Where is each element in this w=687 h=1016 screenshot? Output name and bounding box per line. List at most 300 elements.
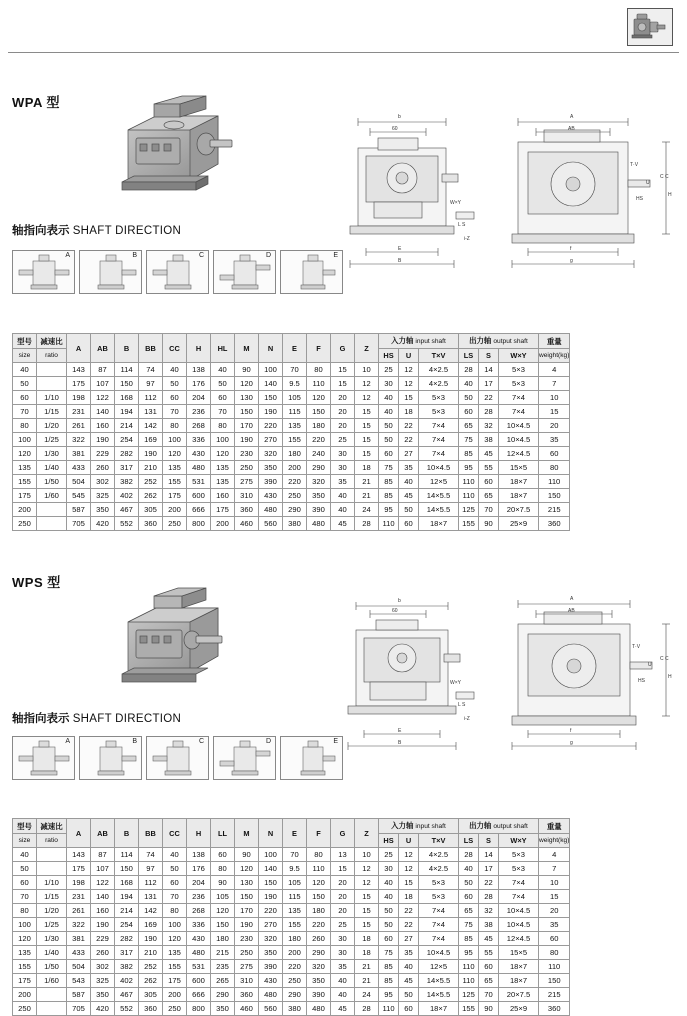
cell-z: 28 (355, 1002, 379, 1016)
cell-b: 402 (115, 974, 139, 988)
cell-ab: 160 (91, 904, 115, 918)
cell-output-wxy: 10×4.5 (499, 419, 539, 433)
cell-a: 322 (67, 918, 91, 932)
table-row (13, 363, 570, 377)
svg-text:U: U (648, 662, 652, 668)
cell-ab: 107 (91, 862, 115, 876)
cell-input-hs: 25 (379, 848, 399, 862)
cell-input-txv: 7×4 (419, 433, 459, 447)
cell-size: 60 (13, 876, 37, 890)
cell-ab: 122 (91, 876, 115, 890)
cell-ratio: 1/15 (37, 405, 67, 419)
cell-f: 480 (307, 1002, 331, 1016)
cell-input-u: 40 (399, 475, 419, 489)
cell-weight: 15 (539, 890, 570, 904)
svg-text:H: H (668, 674, 672, 680)
cell-n: 320 (259, 932, 283, 946)
cell-input-u: 35 (399, 946, 419, 960)
cell-b: 402 (115, 489, 139, 503)
table-row (13, 419, 570, 433)
col-group-output-shaft: 出力轴 output shaft (459, 334, 539, 349)
cell-output-ls: 85 (459, 932, 479, 946)
cell-cc: 70 (163, 890, 187, 904)
cell-n: 190 (259, 405, 283, 419)
svg-text:HS: HS (636, 196, 643, 202)
cell-size: 175 (13, 489, 37, 503)
cell-b: 552 (115, 517, 139, 531)
col-header-f: F (307, 334, 331, 363)
wpa-shaft-direction-en: SHAFT DIRECTION (72, 225, 182, 237)
cell-h: 268 (187, 904, 211, 918)
wpa-spec-table (12, 333, 570, 531)
cell-a: 587 (67, 988, 91, 1002)
cell-ll: 180 (211, 932, 235, 946)
cell-input-u: 22 (399, 433, 419, 447)
cell-output-s: 45 (479, 932, 499, 946)
cell-g: 25 (331, 433, 355, 447)
cell-size: 120 (13, 447, 37, 461)
cell-input-hs: 25 (379, 363, 399, 377)
cell-input-u: 60 (399, 1002, 419, 1016)
cell-z: 15 (355, 405, 379, 419)
cell-input-hs: 30 (379, 377, 399, 391)
cell-output-ls: 40 (459, 377, 479, 391)
cell-h: 236 (187, 405, 211, 419)
cell-n: 270 (259, 918, 283, 932)
cell-g: 15 (331, 363, 355, 377)
cell-cc: 50 (163, 862, 187, 876)
cell-ratio: 1/60 (37, 974, 67, 988)
cell-g: 30 (331, 447, 355, 461)
col-header-size-en: size (13, 349, 37, 363)
cell-n: 350 (259, 461, 283, 475)
cell-h: 480 (187, 946, 211, 960)
cell-e: 380 (283, 517, 307, 531)
cell-m: 250 (235, 946, 259, 960)
cell-input-u: 27 (399, 932, 419, 946)
cell-m: 170 (235, 419, 259, 433)
cell-output-s: 55 (479, 946, 499, 960)
cell-output-s: 32 (479, 904, 499, 918)
table-row (13, 974, 570, 988)
cell-z: 12 (355, 862, 379, 876)
shaft-direction-cell-b (79, 736, 142, 780)
cell-size: 40 (13, 363, 37, 377)
cell-h: 176 (187, 862, 211, 876)
cell-output-wxy: 15×5 (499, 461, 539, 475)
cell-ll: 235 (211, 960, 235, 974)
cell-input-txv: 10×4.5 (419, 946, 459, 960)
shaft-cell-letter: D (265, 738, 271, 745)
cell-input-u: 27 (399, 447, 419, 461)
cell-output-s: 14 (479, 363, 499, 377)
svg-text:H: H (668, 192, 672, 198)
cell-ab: 160 (91, 419, 115, 433)
cell-weight: 7 (539, 377, 570, 391)
table-row (13, 848, 570, 862)
cell-ab: 302 (91, 960, 115, 974)
cell-cc: 135 (163, 461, 187, 475)
cell-hl: 135 (211, 475, 235, 489)
cell-h: 236 (187, 890, 211, 904)
cell-n: 190 (259, 890, 283, 904)
cell-bb: 262 (139, 974, 163, 988)
cell-a: 175 (67, 377, 91, 391)
cell-weight: 10 (539, 391, 570, 405)
cell-ll: 60 (211, 848, 235, 862)
cell-ll: 90 (211, 876, 235, 890)
cell-a: 231 (67, 405, 91, 419)
cell-ab: 420 (91, 517, 115, 531)
cell-z: 24 (355, 503, 379, 517)
cell-hl: 70 (211, 405, 235, 419)
cell-b: 214 (115, 419, 139, 433)
col-header-hl: HL (211, 334, 235, 363)
cell-size: 200 (13, 988, 37, 1002)
cell-bb: 252 (139, 475, 163, 489)
cell-a: 231 (67, 890, 91, 904)
col-header-m: M (235, 819, 259, 848)
cell-input-u: 12 (399, 862, 419, 876)
cell-output-wxy: 15×5 (499, 946, 539, 960)
cell-b: 114 (115, 363, 139, 377)
table-row (13, 904, 570, 918)
cell-input-hs: 50 (379, 918, 399, 932)
cell-output-s: 90 (479, 517, 499, 531)
cell-input-txv: 4×2.5 (419, 862, 459, 876)
cell-z: 15 (355, 419, 379, 433)
cell-size: 120 (13, 932, 37, 946)
cell-a: 705 (67, 517, 91, 531)
cell-z: 18 (355, 461, 379, 475)
cell-hl: 200 (211, 517, 235, 531)
cell-weight: 110 (539, 475, 570, 489)
cell-g: 15 (331, 377, 355, 391)
cell-output-wxy: 7×4 (499, 405, 539, 419)
cell-m: 170 (235, 904, 259, 918)
cell-f: 260 (307, 932, 331, 946)
cell-weight: 4 (539, 848, 570, 862)
cell-weight: 20 (539, 419, 570, 433)
cell-n: 220 (259, 904, 283, 918)
col-header-hs: HS (379, 834, 399, 848)
shaft-cell-letter: E (333, 252, 338, 259)
cell-z: 24 (355, 988, 379, 1002)
cell-bb: 142 (139, 904, 163, 918)
cell-m: 150 (235, 405, 259, 419)
cell-b: 168 (115, 391, 139, 405)
cell-f: 320 (307, 960, 331, 974)
cell-n: 560 (259, 1002, 283, 1016)
cell-output-s: 65 (479, 974, 499, 988)
cell-ab: 302 (91, 475, 115, 489)
cell-size: 80 (13, 419, 37, 433)
cell-m: 360 (235, 503, 259, 517)
cell-f: 350 (307, 489, 331, 503)
svg-text:g: g (570, 740, 573, 746)
wpa-dimension-drawings (330, 100, 675, 300)
cell-e: 290 (283, 503, 307, 517)
shaft-direction-cell-a (12, 250, 75, 294)
cell-m: 230 (235, 447, 259, 461)
cell-e: 135 (283, 904, 307, 918)
col-header-txv: T×V (419, 834, 459, 848)
table-row (13, 391, 570, 405)
cell-e: 105 (283, 876, 307, 890)
svg-text:AB: AB (568, 126, 575, 132)
cell-a: 381 (67, 932, 91, 946)
cell-hl: 40 (211, 363, 235, 377)
cell-weight: 20 (539, 904, 570, 918)
cell-cc: 80 (163, 419, 187, 433)
cell-input-u: 50 (399, 988, 419, 1002)
cell-output-wxy: 5×3 (499, 377, 539, 391)
cell-size: 100 (13, 433, 37, 447)
cell-z: 21 (355, 960, 379, 974)
cell-size: 70 (13, 405, 37, 419)
cell-hl: 120 (211, 447, 235, 461)
table-row (13, 503, 570, 517)
cell-ratio (37, 377, 67, 391)
cell-m: 310 (235, 489, 259, 503)
cell-ratio: 1/15 (37, 890, 67, 904)
col-header-ab: AB (91, 819, 115, 848)
cell-h: 600 (187, 974, 211, 988)
cell-hl: 175 (211, 503, 235, 517)
svg-text:E: E (398, 246, 402, 252)
cell-output-s: 65 (479, 489, 499, 503)
wpa-gearbox-photo (110, 82, 240, 212)
col-header-size: 型号 (13, 334, 37, 349)
cell-input-txv: 7×4 (419, 918, 459, 932)
cell-m: 360 (235, 988, 259, 1002)
cell-n: 480 (259, 503, 283, 517)
cell-a: 381 (67, 447, 91, 461)
cell-input-hs: 50 (379, 904, 399, 918)
cell-cc: 40 (163, 848, 187, 862)
cell-e: 155 (283, 433, 307, 447)
cell-g: 35 (331, 960, 355, 974)
cell-g: 45 (331, 1002, 355, 1016)
cell-input-u: 12 (399, 848, 419, 862)
cell-h: 800 (187, 517, 211, 531)
col-header-a: A (67, 334, 91, 363)
cell-input-u: 15 (399, 391, 419, 405)
cell-n: 150 (259, 391, 283, 405)
cell-input-hs: 50 (379, 419, 399, 433)
cell-input-txv: 5×3 (419, 876, 459, 890)
cell-m: 190 (235, 918, 259, 932)
cell-output-wxy: 20×7.5 (499, 988, 539, 1002)
cell-e: 9.5 (283, 862, 307, 876)
cell-e: 200 (283, 946, 307, 960)
cell-ll: 80 (211, 862, 235, 876)
cell-a: 175 (67, 862, 91, 876)
cell-weight: 80 (539, 946, 570, 960)
cell-input-u: 35 (399, 461, 419, 475)
cell-bb: 210 (139, 946, 163, 960)
cell-a: 545 (67, 489, 91, 503)
cell-ll: 105 (211, 890, 235, 904)
cell-h: 138 (187, 848, 211, 862)
svg-text:W×Y: W×Y (450, 680, 461, 686)
cell-input-hs: 50 (379, 433, 399, 447)
cell-f: 180 (307, 904, 331, 918)
cell-output-s: 14 (479, 848, 499, 862)
cell-weight: 35 (539, 433, 570, 447)
cell-output-wxy: 7×4 (499, 876, 539, 890)
shaft-direction-cell-d (213, 250, 276, 294)
cell-input-u: 18 (399, 890, 419, 904)
cell-b: 467 (115, 503, 139, 517)
cell-ratio: 1/50 (37, 475, 67, 489)
cell-f: 80 (307, 848, 331, 862)
table-row (13, 489, 570, 503)
svg-text:HS: HS (638, 678, 645, 684)
cell-output-s: 70 (479, 988, 499, 1002)
cell-bb: 131 (139, 890, 163, 904)
cell-ratio (37, 1002, 67, 1016)
cell-z: 15 (355, 433, 379, 447)
svg-text:A: A (570, 596, 574, 602)
cell-output-wxy: 5×3 (499, 363, 539, 377)
col-header-e: E (283, 334, 307, 363)
wpa-shaft-direction-title (12, 222, 181, 238)
svg-text:T·V: T·V (630, 162, 639, 168)
cell-ab: 87 (91, 848, 115, 862)
cell-e: 220 (283, 960, 307, 974)
cell-f: 350 (307, 974, 331, 988)
cell-h: 204 (187, 876, 211, 890)
cell-input-txv: 5×3 (419, 405, 459, 419)
cell-h: 336 (187, 918, 211, 932)
cell-e: 115 (283, 405, 307, 419)
cell-n: 430 (259, 974, 283, 988)
cell-e: 115 (283, 890, 307, 904)
cell-input-txv: 7×4 (419, 419, 459, 433)
cell-a: 543 (67, 974, 91, 988)
cell-size: 50 (13, 377, 37, 391)
cell-h: 800 (187, 1002, 211, 1016)
cell-ratio: 1/40 (37, 461, 67, 475)
cell-a: 322 (67, 433, 91, 447)
cell-g: 30 (331, 946, 355, 960)
cell-output-s: 70 (479, 503, 499, 517)
cell-output-s: 22 (479, 876, 499, 890)
cell-ab: 107 (91, 377, 115, 391)
table-row (13, 918, 570, 932)
cell-e: 220 (283, 475, 307, 489)
col-header-b: B (115, 819, 139, 848)
cell-e: 70 (283, 848, 307, 862)
table-row (13, 461, 570, 475)
col-header-n: N (259, 819, 283, 848)
cell-h: 430 (187, 932, 211, 946)
cell-f: 240 (307, 447, 331, 461)
cell-m: 460 (235, 1002, 259, 1016)
cell-input-u: 22 (399, 918, 419, 932)
cell-z: 15 (355, 918, 379, 932)
cell-ratio (37, 503, 67, 517)
cell-m: 310 (235, 974, 259, 988)
table-row (13, 890, 570, 904)
cell-output-ls: 155 (459, 1002, 479, 1016)
cell-output-wxy: 12×4.5 (499, 447, 539, 461)
cell-z: 28 (355, 517, 379, 531)
cell-input-txv: 4×2.5 (419, 363, 459, 377)
cell-ratio: 1/20 (37, 419, 67, 433)
cell-ll: 350 (211, 1002, 235, 1016)
cell-g: 20 (331, 391, 355, 405)
cell-input-txv: 4×2.5 (419, 848, 459, 862)
col-header-a: A (67, 819, 91, 848)
cell-cc: 120 (163, 447, 187, 461)
col-header-f: F (307, 819, 331, 848)
shaft-direction-cell-e (280, 250, 343, 294)
cell-b: 282 (115, 932, 139, 946)
svg-text:60: 60 (392, 126, 398, 132)
cell-bb: 262 (139, 489, 163, 503)
cell-e: 180 (283, 932, 307, 946)
cell-h: 268 (187, 419, 211, 433)
col-group-output-shaft: 出力轴 output shaft (459, 819, 539, 834)
svg-text:b: b (398, 114, 401, 120)
cell-input-u: 45 (399, 974, 419, 988)
cell-input-hs: 40 (379, 391, 399, 405)
col-header-z: Z (355, 819, 379, 848)
cell-n: 560 (259, 517, 283, 531)
cell-ratio: 1/40 (37, 946, 67, 960)
cell-input-txv: 12×5 (419, 960, 459, 974)
cell-cc: 60 (163, 391, 187, 405)
cell-b: 317 (115, 946, 139, 960)
cell-weight: 360 (539, 1002, 570, 1016)
cell-ab: 122 (91, 391, 115, 405)
cell-bb: 210 (139, 461, 163, 475)
cell-n: 100 (259, 363, 283, 377)
cell-h: 430 (187, 447, 211, 461)
cell-hl: 135 (211, 461, 235, 475)
wps-shaft-direction-en: SHAFT DIRECTION (72, 713, 182, 725)
cell-h: 666 (187, 988, 211, 1002)
cell-h: 600 (187, 489, 211, 503)
col-header-hs: HS (379, 349, 399, 363)
cell-z: 12 (355, 377, 379, 391)
cell-a: 504 (67, 475, 91, 489)
cell-output-s: 28 (479, 890, 499, 904)
cell-weight: 80 (539, 461, 570, 475)
cell-ratio: 1/50 (37, 960, 67, 974)
wps-shaft-direction-cn: 轴指向表示 (12, 713, 70, 725)
table-row (13, 377, 570, 391)
cell-input-txv: 5×3 (419, 890, 459, 904)
cell-n: 140 (259, 377, 283, 391)
cell-a: 504 (67, 960, 91, 974)
col-group-input-shaft: 入力轴 input shaft (379, 819, 459, 834)
cell-output-wxy: 18×7 (499, 960, 539, 974)
cell-cc: 40 (163, 363, 187, 377)
cell-ab: 260 (91, 461, 115, 475)
cell-f: 320 (307, 475, 331, 489)
cell-m: 90 (235, 363, 259, 377)
col-header-weight-en: weight(kg) (539, 349, 570, 363)
cell-input-hs: 85 (379, 489, 399, 503)
cell-n: 390 (259, 475, 283, 489)
cell-e: 250 (283, 489, 307, 503)
col-header-weight: 重量 (539, 334, 570, 349)
cell-input-txv: 14×5.5 (419, 974, 459, 988)
cell-f: 390 (307, 503, 331, 517)
